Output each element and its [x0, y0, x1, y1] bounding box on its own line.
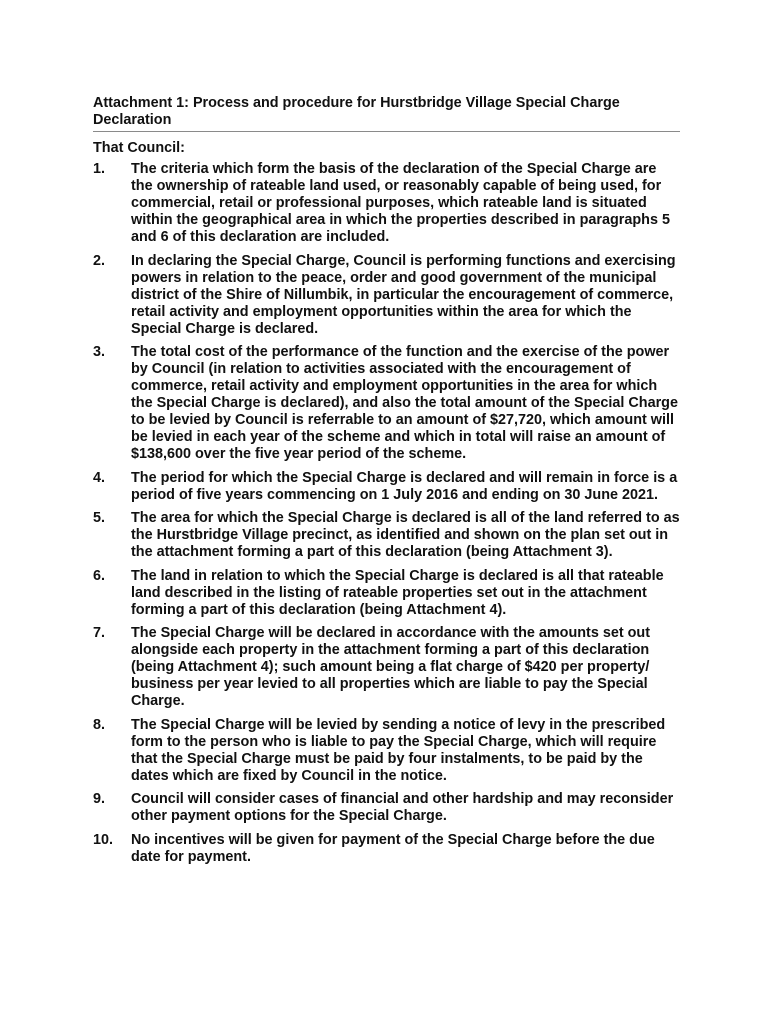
- clause-text: The Special Charge will be declared in accordance with the amounts set out alongside each property in the attachment forming a part of this declaration (being Attachment 4); such amount being a flat charge of $420 per property/ business per year levied to all properties which are liable to pay the Special Charge.: [131, 625, 650, 709]
- clause-item-2: [93, 253, 681, 338]
- document-body: [93, 95, 681, 872]
- clause-item-3: [93, 344, 681, 463]
- clause-number: 3.: [93, 344, 106, 360]
- clause-number: 1.: [93, 161, 106, 177]
- clause-item-4: [93, 470, 681, 504]
- clause-number: 10.: [93, 831, 114, 848]
- clause-item-6: [93, 568, 681, 619]
- clause-item-5: [93, 510, 681, 561]
- clause-number: 8.: [93, 716, 106, 733]
- intro-text: That Council:: [93, 140, 185, 156]
- title-underline-divider: [93, 131, 680, 132]
- clause-item-9: [93, 791, 681, 825]
- clause-text: The area for which the Special Charge is declared is all of the land referred to as the Hurstbridge Village precinct, as identified and shown on the plan set out in the attachment forming a part of this declaration (being Attachment 3).: [131, 510, 680, 560]
- clause-item-7: [93, 625, 681, 710]
- clause-number: 2.: [93, 252, 106, 269]
- clause-number: 4.: [93, 469, 106, 486]
- clause-text: No incentives will be given for payment of the Special Charge before the due date for payment.: [131, 831, 655, 865]
- clause-text: The criteria which form the basis of the declaration of the Special Charge are the ownership of rateable land used, or reasonably capable of being used, for commercial, retail or professional purposes, which rateable land is situated within the geographical area in which the properties described in paragraphs 5 and 6 of this declaration are included.: [131, 161, 670, 245]
- clause-text: In declaring the Special Charge, Council is performing functions and exercising powers in relation to the peace, order and good government of the municipal district of the Shire of Nillumbik, in particular the encouragement of commerce, retail activity and employment opportunities within the area for which the Special Charge is declared.: [131, 252, 676, 337]
- clause-number: 5.: [93, 510, 106, 526]
- clause-number: 6.: [93, 567, 106, 584]
- clause-text: The period for which the Special Charge is declared and will remain in force is a period of five years commencing on 1 July 2016 and ending on 30 June 2021.: [131, 469, 678, 503]
- clause-item-10: [93, 832, 681, 866]
- clause-text: The total cost of the performance of the function and the exercise of the power by Council (in relation to activities associated with the encouragement of commerce, retail activity and employment opportunities in the area for which the Special Charge is declared), and also the total amount of the Special Charge to be levied by Council is referrable to an amount of $27,720, which amount will be levied in each year of the scheme and which in total will raise an amount of $138,600 over the five year period of the scheme.: [131, 344, 678, 462]
- clause-number: 9.: [93, 791, 106, 807]
- clause-text: The land in relation to which the Special Charge is declared is all that rateable land described in the listing of rateable properties set out in the attachment forming a part of this declaration (being Attachment 4).: [131, 567, 664, 618]
- clause-list: [93, 161, 681, 866]
- clause-text: Council will consider cases of financial and other hardship and may reconsider other payment options for the Special Charge.: [131, 791, 674, 824]
- document-title: Attachment 1: Process and procedure for Hurstbridge Village Special Charge Declaration: [93, 95, 620, 128]
- clause-item-8: [93, 717, 681, 785]
- clause-item-1: [93, 161, 681, 246]
- clause-number: 7.: [93, 625, 106, 641]
- clause-text: The Special Charge will be levied by sending a notice of levy in the prescribed form to the person who is liable to pay the Special Charge, which will require that the Special Charge must be paid by four instalments, to be paid by the dates which are fixed by Council in the notice.: [131, 716, 666, 784]
